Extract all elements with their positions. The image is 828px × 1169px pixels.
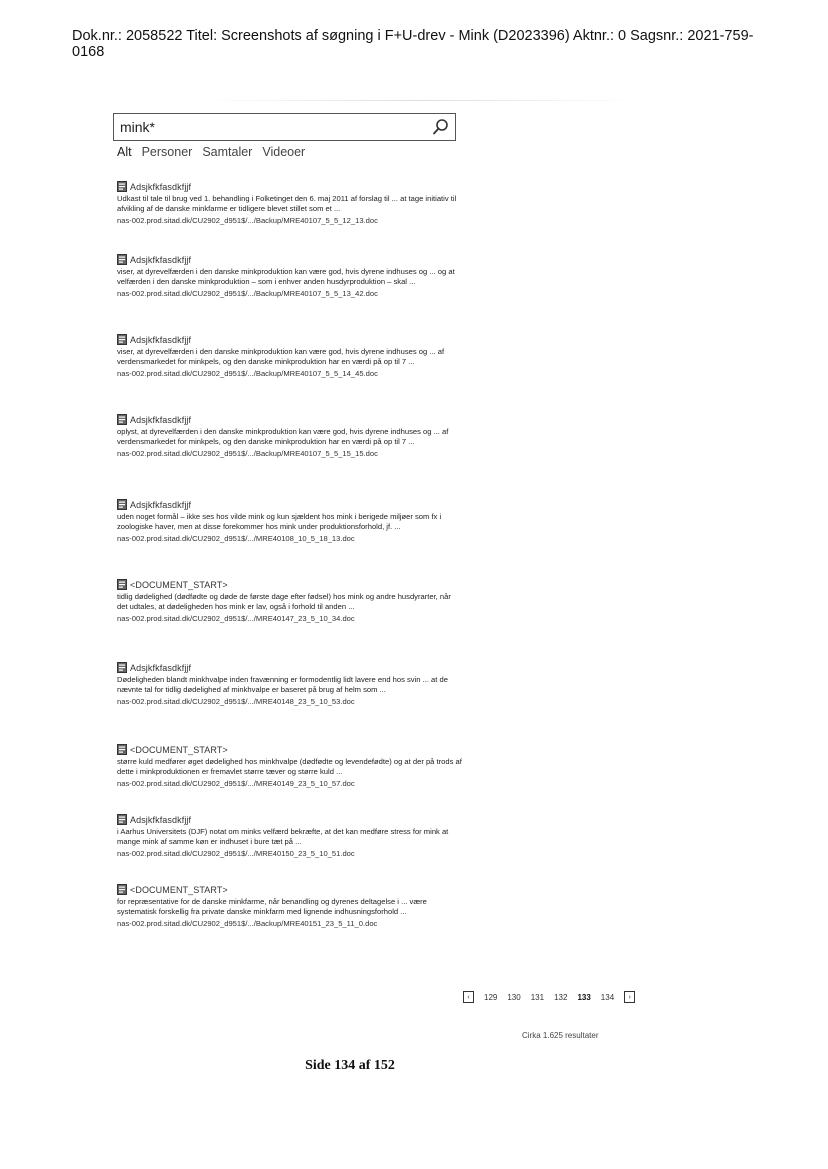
result-title[interactable]: Adsjkfkfasdkfjjf — [130, 414, 192, 425]
document-icon — [117, 499, 127, 510]
tab-videos[interactable]: Videoer — [262, 145, 306, 159]
filter-tabs — [117, 145, 315, 159]
tab-conversations[interactable]: Samtaler — [202, 145, 253, 159]
result-snippet: større kuld medfører øget dødelighed hos minkhvalpe (dødfødte og levendefødte) og at der på trods af dette i minkproduktionen er fremavlet større tæver og større kuld ... — [117, 757, 462, 776]
result-snippet: uden noget formål – ikke ses hos vilde mink og kun sjældent hos mink i berigede miljøer som fx i zoologiske haver, men at disse forekommer hos mink under produktionsforhold, jf. ... — [117, 512, 442, 531]
result-snippet: tidlig dødelighed (dødfødte og døde de første dage efter fødsel) hos mink og andre husdyrarter, når det udtales, at dødeligheden hos mink er lav, også i forhold til anden ... — [117, 592, 451, 611]
result-path: nas-002.prod.sitad.dk/CU2902_d951$/.../MRE40149_23_5_10_57.doc — [117, 778, 355, 788]
result-snippet: Dødeligheden blandt minkhvalpe inden fravænning er formodentlig lidt lavere end hos svin ... at de nævnte tal for tidlig dødelighed af minkhvalpe er baseret på brug af helm som ... — [117, 675, 448, 694]
tab-all[interactable]: Alt — [117, 145, 132, 159]
search-input[interactable] — [120, 117, 420, 137]
page-link-current[interactable]: 133 — [577, 992, 591, 1002]
result-path: nas-002.prod.sitad.dk/CU2902_d951$/.../MRE40147_23_5_10_34.doc — [117, 613, 355, 623]
search-result[interactable] — [117, 253, 462, 299]
result-title[interactable]: <DOCUMENT_START> — [130, 884, 228, 895]
document-icon — [117, 254, 127, 265]
search-result[interactable] — [117, 498, 462, 544]
prev-page-button[interactable]: ‹ — [463, 991, 474, 1003]
document-icon — [117, 579, 127, 590]
document-header: Dok.nr.: 2058522 Titel: Screenshots af søgning i F+U-drev - Mink (D2023396) Aktnr.: 0 Sagsnr.: 2021-759-0168 — [72, 28, 754, 60]
next-page-button[interactable]: › — [624, 991, 635, 1003]
result-title[interactable]: Adsjkfkfasdkfjjf — [130, 254, 192, 265]
result-title[interactable]: Adsjkfkfasdkfjjf — [130, 334, 192, 345]
document-icon — [117, 181, 127, 192]
search-result[interactable] — [117, 578, 462, 624]
result-snippet: viser, at dyrevelfærden i den danske minkproduktion kan være god, hvis dyrene indhuses og ... af verdensmarkedet for minkpels, og den danske minkproduktion har en værdi på op til 7 ... — [117, 347, 445, 366]
result-title[interactable]: Adsjkfkfasdkfjjf — [130, 181, 192, 192]
search-result[interactable] — [117, 661, 462, 707]
search-box[interactable] — [113, 113, 456, 141]
pagination — [463, 989, 635, 1005]
page-link-132[interactable]: 132 — [554, 992, 568, 1002]
result-path: nas-002.prod.sitad.dk/CU2902_d951$/.../Backup/MRE40107_5_5_14_45.doc — [117, 368, 378, 378]
result-count: Cirka 1.625 resultater — [522, 1031, 599, 1040]
result-path: nas-002.prod.sitad.dk/CU2902_d951$/.../MRE40108_10_5_18_13.doc — [117, 533, 355, 543]
result-path: nas-002.prod.sitad.dk/CU2902_d951$/.../MRE40148_23_5_10_53.doc — [117, 696, 355, 706]
search-result[interactable] — [117, 180, 462, 226]
result-title[interactable]: Adsjkfkfasdkfjjf — [130, 499, 192, 510]
document-icon — [117, 662, 127, 673]
page-link-131[interactable]: 131 — [530, 992, 545, 1002]
document-icon — [117, 814, 127, 825]
page-number-footer: Side 134 af 152 — [305, 1058, 395, 1073]
document-icon — [117, 744, 127, 755]
result-path: nas-002.prod.sitad.dk/CU2902_d951$/.../MRE40150_23_5_10_51.doc — [117, 848, 355, 858]
result-snippet: i Aarhus Universitets (DJF) notat om minks velfærd bekræfte, at det kan medføre stress for mink at mange mink af samme køn er indhuset i bure tæt på ... — [117, 827, 449, 846]
search-result[interactable] — [117, 743, 462, 789]
result-snippet: Udkast til tale til brug ved 1. behandling i Folketinget den 6. maj 2011 af forslag til ... at tage initiativ til afvikling af de danske minkfarme er tidligere blevet stillet som et ... — [117, 194, 457, 213]
result-title[interactable]: Adsjkfkfasdkfjjf — [130, 662, 192, 673]
document-icon — [117, 414, 127, 425]
result-snippet: viser, at dyrevelfærden i den danske minkproduktion kan være god, hvis dyrene indhuses og ... og at velfærden i den danske minkproduktion – som i enhver anden husdyrproduktion – skal ... — [117, 267, 455, 286]
result-title[interactable]: <DOCUMENT_START> — [130, 744, 228, 755]
scan-artifact-line — [200, 100, 640, 101]
result-title[interactable]: <DOCUMENT_START> — [130, 579, 228, 590]
page-link-130[interactable]: 130 — [507, 992, 521, 1002]
result-path: nas-002.prod.sitad.dk/CU2902_d951$/.../Backup/MRE40107_5_5_13_42.doc — [117, 288, 378, 298]
result-path: nas-002.prod.sitad.dk/CU2902_d951$/.../Backup/MRE40107_5_5_12_13.doc — [117, 215, 378, 225]
result-snippet: for repræsentative for de danske minkfarme, når benandling og dyrenes deltagelse i ... være systematisk forskellig fra private danske minkfarm med lignende indhusningsforhold ... — [117, 897, 427, 916]
tab-people[interactable]: Personer — [141, 145, 193, 159]
result-title[interactable]: Adsjkfkfasdkfjjf — [130, 814, 192, 825]
document-icon — [117, 884, 127, 895]
document-icon — [117, 334, 127, 345]
page-link-134[interactable]: 134 — [600, 992, 615, 1002]
page-link-129[interactable]: 129 — [484, 992, 498, 1002]
search-icon[interactable] — [432, 118, 450, 136]
result-path: nas-002.prod.sitad.dk/CU2902_d951$/.../Backup/MRE40151_23_5_11_0.doc — [117, 918, 378, 928]
result-path: nas-002.prod.sitad.dk/CU2902_d951$/.../Backup/MRE40107_5_5_15_15.doc — [117, 448, 378, 458]
result-snippet: oplyst, at dyrevelfærden i den danske minkproduktion kan være god, hvis dyrene indhuses og ... af verdensmarkedet for minkpels, og den danske minkproduktion har en værdi på op til 7 ... — [117, 427, 449, 446]
search-result[interactable] — [117, 813, 462, 859]
search-result[interactable] — [117, 413, 462, 459]
search-result[interactable] — [117, 883, 462, 929]
search-result[interactable] — [117, 333, 462, 379]
